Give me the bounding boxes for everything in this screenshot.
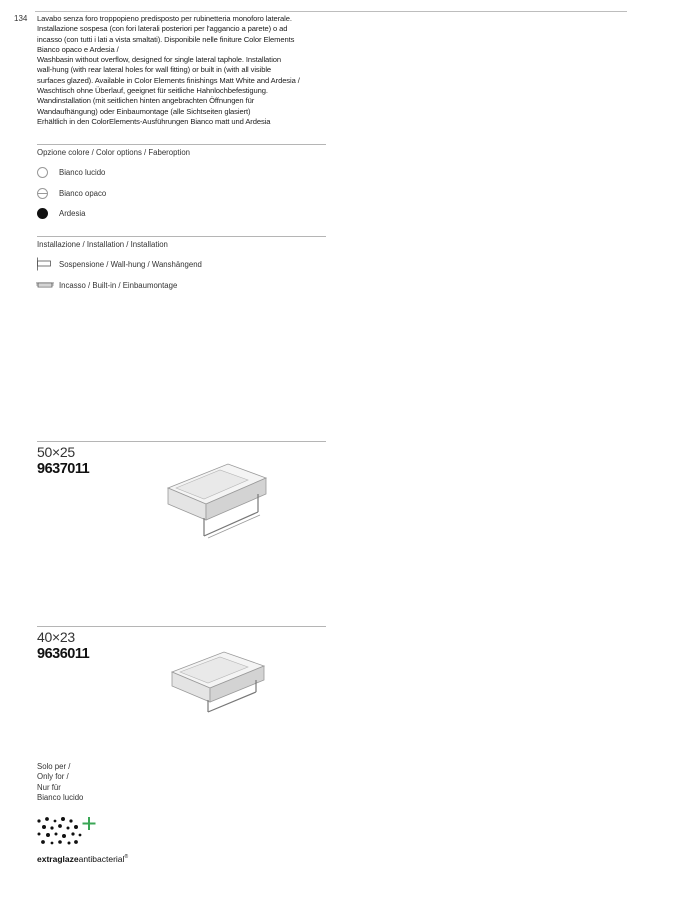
- description-line: Wandaufhängung) oder Einbaumontage (alle Sichtseiten glasiert): [37, 106, 251, 116]
- color-option-ardesia: [37, 206, 86, 220]
- ardesia-swatch-icon: [37, 208, 48, 219]
- color-option-bianco-opaco: [37, 186, 107, 200]
- description-line: Wandinstallation (mit seitlichen hinten angebrachten Öffnungen für: [37, 96, 255, 106]
- washbasin-50x25-image: [162, 458, 272, 544]
- note-line: Nur für: [37, 782, 61, 792]
- installation-rule: [37, 236, 326, 237]
- product-size: 50×25: [37, 444, 75, 460]
- color-option-label: Bianco opaco: [59, 188, 107, 198]
- washbasin-40x23-image: [168, 646, 268, 716]
- installation-wall-hung: [36, 257, 202, 271]
- note-line: Bianco lucido: [37, 793, 84, 803]
- description-line: Erhältlich in den ColorElements-Ausführungen Bianco matt und Ardesia: [37, 116, 271, 126]
- brand-name-bold: extraglaze: [37, 854, 79, 864]
- product-description: [37, 14, 337, 127]
- installation-label: Sospensione / Wall-hung / Wanshängend: [59, 259, 202, 269]
- note-line: Only for /: [37, 772, 69, 782]
- product-code: 9637011: [37, 461, 90, 477]
- color-options-rule: [37, 144, 326, 145]
- extraglaze-logo: [37, 854, 128, 864]
- description-line: Washbasin without overflow, designed for single lateral taphole. Installation: [37, 55, 282, 65]
- description-line: Lavabo senza foro troppopieno predisposto per rubinetteria monoforo laterale.: [37, 14, 292, 23]
- matt-white-swatch-icon: [37, 188, 48, 199]
- built-in-icon: [36, 278, 54, 292]
- brand-name-light: antibacterial: [78, 854, 125, 864]
- description-line: wall-hung (with rear lateral holes for wall fitting) or built in (with all visible: [37, 65, 272, 75]
- registered-mark: ®: [124, 854, 129, 861]
- color-option-label: Bianco lucido: [59, 167, 106, 177]
- top-rule: [35, 11, 627, 12]
- description-line: incasso (con tutti i lati a vista smaltati). Disponibile nelle finiture Color Elements: [37, 34, 295, 44]
- page-number: 134: [14, 14, 28, 23]
- product-code: 9636011: [37, 646, 90, 662]
- installation-built-in: [36, 278, 178, 292]
- product-size: 40×23: [37, 629, 75, 645]
- installation-label: Incasso / Built-in / Einbaumontage: [59, 280, 178, 290]
- gloss-white-swatch-icon: [37, 167, 48, 178]
- color-option-label: Ardesia: [59, 208, 86, 218]
- installation-title: Installazione / Installation / Installation: [37, 240, 168, 249]
- description-line: surfaces glazed). Available in Color Elements finishings Matt White and Ardesia /: [37, 75, 300, 85]
- product-rule: [37, 441, 326, 442]
- description-line: Bianco opaco e Ardesia /: [37, 44, 119, 54]
- color-options-title: Opzione colore / Color options / Faberoption: [37, 148, 190, 157]
- product-rule: [37, 626, 326, 627]
- availability-note: [37, 762, 157, 804]
- color-option-bianco-lucido: [37, 165, 106, 179]
- wall-hung-icon: [36, 257, 52, 271]
- note-line: Solo per /: [37, 762, 71, 771]
- description-line: Installazione sospesa (con fori laterali posteriori per l'aggancio a parete) o ad: [37, 24, 288, 34]
- extraglaze-dots-icon: [36, 815, 98, 849]
- description-line: Waschtisch ohne Überlauf, geeignet für seitliche Hahnlochbefestigung.: [37, 86, 268, 96]
